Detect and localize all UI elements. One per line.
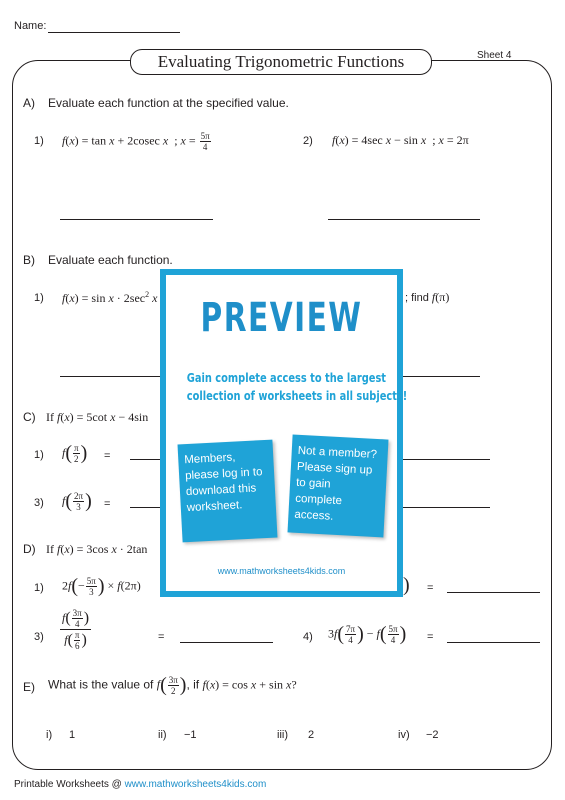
section-d-letter: D) [23,542,36,556]
a-q1-answer-line[interactable] [60,219,213,220]
d-q1-number: 1) [34,582,44,594]
preview-subtitle-line1: Gain complete access to the largest [186,371,387,385]
d-q3-number: 3) [34,631,44,643]
b-q1-answer-line[interactable] [60,376,160,377]
preview-overlay [160,269,408,597]
sheet-label: Sheet 4 [477,50,512,61]
c-q1-answer-line[interactable] [130,459,160,460]
worksheet-title: Evaluating Trigonometric Functions [130,49,432,75]
c-q3-equals: = [104,498,111,510]
name-field[interactable] [48,32,180,33]
d-q4-number: 4) [303,631,313,643]
footer-link[interactable]: www.mathworksheets4kids.com [124,779,267,790]
members-login-card[interactable]: Members, please log in to download this worksheet. [178,440,278,543]
section-a-letter: A) [23,96,35,110]
section-c-function: If f(x) = 5cot x − 4sin [46,410,149,424]
d-q3-equals: = [158,631,165,643]
d-q2-paren: ) [403,574,410,596]
a-q2-expression: f(x) = 4sec x − sin x ; x = 2π [332,133,469,147]
a-q1-expression: f(x) = tan x + 2cosec x ; x = $\frac{5\pi}{4}$ [62,131,210,152]
d-q4-answer-line[interactable] [447,642,540,643]
d-q4-equals: = [427,631,434,643]
c-q1-expression: f( $\frac{\pi}{2}$ ) [62,442,88,464]
d-q4-expression: 3f( $\frac{7\pi}{4}$ ) − f( $\frac{5\pi}{4}$ ) [328,623,407,645]
b-q1-expression: $f(x) = \sin x \cdot 2\sec^2$ x [62,290,158,305]
preview-subtitle [186,369,408,405]
preview-subtitle-line2: collection of worksheets in all subjects! [186,389,408,403]
d-q3-expression: f( $\frac{3\pi}{4}$ ) f( $\frac{\pi}{6}$ ) [62,608,90,651]
e-choice-1-label: i) [46,729,53,741]
e-choice-3-value[interactable]: 2 [308,729,315,741]
a-q2-answer-line[interactable] [328,219,480,220]
c-q2-answer-line[interactable] [403,459,490,460]
section-a-instruction: Evaluate each function at the specified value. [48,96,289,110]
section-b-instruction: Evaluate each function. [48,253,173,267]
e-choice-1-value[interactable]: 1 [69,729,76,741]
c-q1-equals: = [104,450,111,462]
preview-title: PREVIEW [200,295,363,341]
e-choice-2-label: ii) [158,729,167,741]
d-q3-answer-line[interactable] [180,642,273,643]
footer-label: Printable Worksheets @ [14,779,122,790]
signup-card[interactable]: Not a member? Please sign up to gain complete access. [288,435,389,538]
footer [14,779,266,790]
preview-url[interactable]: www.mathworksheets4kids.com [217,566,346,576]
e-choice-4-label: iv) [398,729,410,741]
b-q2-answer-line[interactable] [403,376,480,377]
e-choice-2-value[interactable]: −1 [184,729,197,741]
section-c-letter: C) [23,410,36,424]
section-b-letter: B) [23,253,35,267]
c-q4-answer-line[interactable] [403,507,490,508]
d-q1-expression: 2f(− $\frac{5\pi}{3}$ ) × f(2π) [62,575,141,597]
c-q3-number: 3) [34,497,44,509]
d-q2-answer-line[interactable] [447,592,540,593]
e-choice-3-label: iii) [277,729,288,741]
c-q1-number: 1) [34,449,44,461]
a-q2-number: 2) [303,135,313,147]
section-e-letter: E) [23,680,35,694]
e-choice-4-value[interactable]: −2 [426,729,439,741]
c-q3-answer-line[interactable] [130,507,160,508]
b-q1-find: ; find f(π) [405,290,450,304]
name-label: Name: [14,20,47,32]
a-q1-number: 1) [34,135,44,147]
section-e-question: What is the value of f( $\frac{3\pi}{2}$ ), if f(x) = cos x + sin x? [48,674,297,696]
d-q2-equals: = [427,582,434,594]
b-q1-number: 1) [34,292,44,304]
section-d-function: If f(x) = 3cos x · 2tan [46,542,148,556]
c-q3-expression: f( $\frac{2\pi}{3}$ ) [62,490,92,512]
